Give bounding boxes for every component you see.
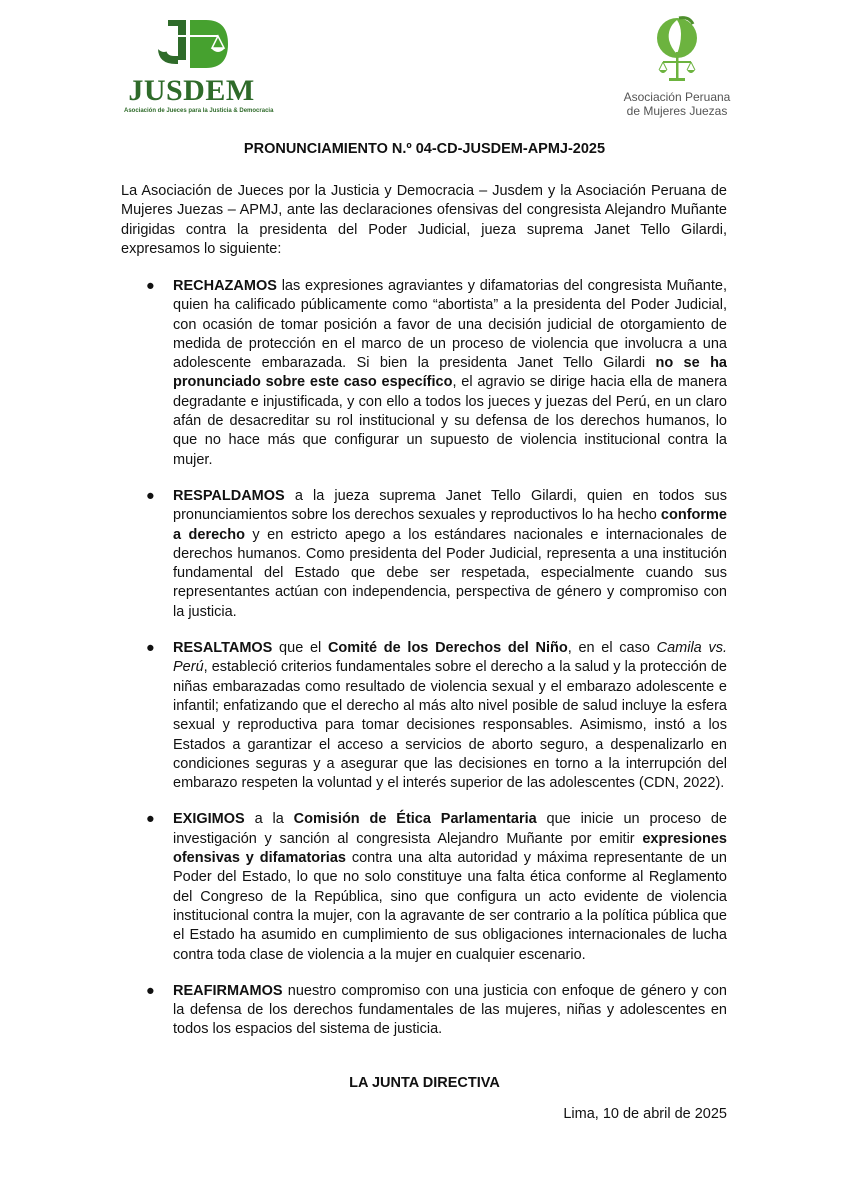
item-text: que inicie un proceso de investigación y sanción al congresista Alejandro Muñante por emitir: [173, 811, 728, 847]
list-item: [121, 277, 727, 470]
item-text: a la jueza suprema Janet Tello Gilardi, quien en todos sus pronunciamientos sobre los derechos sexuales y reproductivos lo ha hecho: [173, 487, 727, 524]
bullet-icon: ●: [146, 811, 155, 828]
intro-paragraph: La Asociación de Jueces por la Justicia y Democracia – Jusdem y la Asociación Peruana de Mujeres Juezas – APMJ, ante las declaraciones ofensivas del congresista Alejandro Muñante dirigidas contra la presidenta del Poder Judicial, jueza suprema Janet Tello Gilardi, expresamos lo siguiente:: [121, 183, 727, 257]
item-italic: Camila vs. Perú: [173, 640, 727, 676]
item-text: , estableció criterios fundamentales sobre el derecho a la salud y la protección de niñas embarazadas como resultado de violencia sexual y el embarazo adolescente e infantil; enfatizando que el derecho al más alto nivel posible de salud incluye la esfera sexual y reproductiva para tomar decisiones responsables. Asimismo, instó a los Estados a garantizar el acceso a servicios de aborto seguro, a despenalizarlo en condiciones seguras y a asegurar que las decisiones en torno a la interrupción del embarazo respeten la voluntad y el interés superior de las adolescentes (CDN, 2022).: [173, 659, 727, 792]
item-emphasis: no se ha pronunciado sobre este caso específico: [173, 355, 727, 391]
jusdem-logo: [124, 18, 274, 116]
bullet-icon: ●: [146, 982, 155, 999]
bullet-icon: ●: [146, 487, 155, 504]
bullet-icon: ●: [146, 278, 155, 294]
jusdem-wordmark: JUSDEM: [128, 74, 255, 107]
apmj-name-line-2: de Mujeres Juezas: [626, 104, 728, 118]
woman-scales-icon: [655, 14, 699, 88]
item-text: contra una alta autoridad y máxima representante de un Poder del Estado, lo que no solo constituye una falta ética conforme al Reglamento del Congreso de la República, sino que configura un acto evidente de violencia institucional contra la mujer, con la agravante de ser contrario a la política pública que el Estado ha asumido en cumplimiento de sus obligaciones internacionales de lucha contra toda clase de violencia a la mujer en cualquier escenario.: [173, 850, 727, 963]
item-lead: RESPALDAMOS: [173, 487, 285, 504]
scales-of-justice-icon: [154, 18, 230, 76]
apmj-logo: [622, 14, 732, 118]
item-text: a la: [244, 811, 294, 828]
jusdem-subtitle: Asociación de Jueces para la Justicia & Democracia: [124, 108, 274, 114]
item-lead: RESALTAMOS: [173, 640, 273, 657]
item-text: , en el caso: [567, 640, 657, 657]
item-lead: EXIGIMOS: [173, 811, 245, 828]
item-lead: RECHAZAMOS: [173, 278, 277, 294]
document-title: PRONUNCIAMIENTO N.º 04-CD-JUSDEM-APMJ-2025: [243, 141, 606, 157]
item-text: las expresiones agraviantes y difamatorias del congresista Muñante, quien ha calificado públicamente como “abortista” a la presidenta del Poder Judicial, con ocasión de tomar posición a favor de una decisión judicial de otorgamiento de medida de protección en el marco de un proceso de violencia que involucra a una adolescente embarazada. Si bien la presidenta Janet Tello Gilardi: [173, 278, 727, 372]
item-text: , el agravio se dirige hacia ella de manera degradante e injustificada, y con ello a todos los jueces y juezas del Perú, en un claro afán de desacreditar su rol institucional y su defensa de los derechos humanos, lo que no hace más que configurar un supuesto de violencia institucional contra la mujer.: [173, 374, 727, 468]
date-line: Lima, 10 de abril de 2025: [563, 1106, 727, 1122]
item-emphasis: Comité de los Derechos del Niño: [327, 640, 568, 657]
list-item: [121, 487, 727, 622]
item-text: nuestro compromiso con una justicia con enfoque de género y con la defensa de los derechos fundamentales de las mujeres, niñas y adolescentes en todos los espacios del sistema de justicia.: [173, 982, 727, 1038]
bullet-icon: ●: [146, 640, 155, 657]
item-text: que el: [272, 640, 328, 657]
item-lead: REAFIRMAMOS: [173, 982, 283, 999]
list-item: [121, 982, 727, 1040]
signature-block: LA JUNTA DIRECTIVA: [349, 1075, 500, 1091]
list-item: [121, 810, 727, 964]
item-emphasis: conforme a derecho: [173, 507, 727, 543]
apmj-name-line-1: Asociación Peruana: [623, 90, 731, 104]
item-emphasis: Comisión de Ética Parlamentaria: [293, 811, 537, 828]
item-emphasis: expresiones ofensivas y difamatorias: [173, 830, 727, 867]
statement-list: [121, 277, 727, 1057]
list-item: [121, 639, 727, 793]
item-text: y en estricto apego a los estándares nacionales e internacionales de derechos humanos. Como presidenta del Poder Judicial, representa a una institución fundamental del Estado que debe ser respetada, especialmente cuando sus representantes actúan con independencia, perspectiva de género y compromiso con la justicia.: [173, 526, 727, 620]
